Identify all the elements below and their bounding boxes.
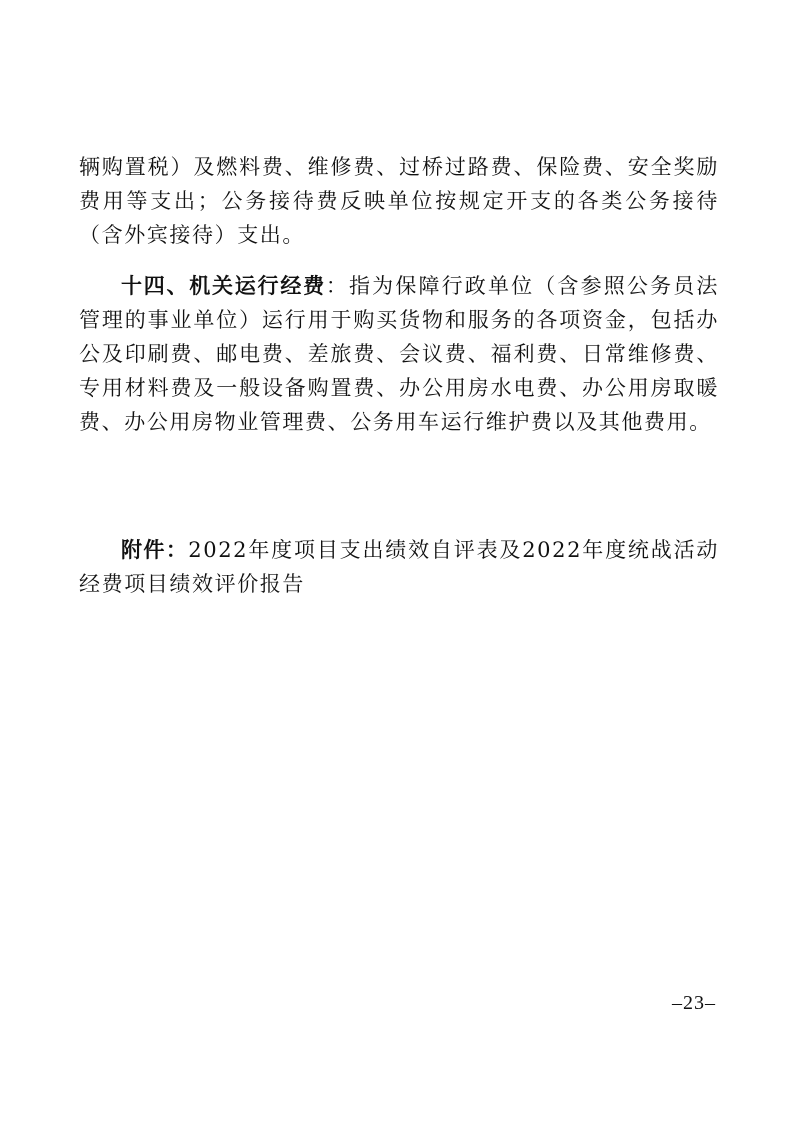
- section-heading: 十四、机关运行经费: [121, 274, 326, 298]
- page-number: –23–: [672, 992, 716, 1014]
- paragraph-text: 辆购置税）及燃料费、维修费、过桥过路费、保险费、安全奖励费用等支出；公务接待费反映单位按规定开支的各类公务接待（含外宾接待）支出。: [79, 155, 719, 247]
- paragraph-vehicle-expenses: [79, 150, 719, 252]
- attachment-label: 附件：: [121, 538, 189, 562]
- attachment-text: 2022年度项目支出绩效自评表及2022年度统战活动经费项目绩效评价报告: [79, 538, 719, 596]
- paragraph-operating-expenses: [79, 269, 719, 439]
- paragraph-text: ：指为保障行政单位（含参照公务员法管理的事业单位）运行用于购买货物和服务的各项资金，包括办公及印刷费、邮电费、差旅费、会议费、福利费、日常维修费、专用材料费及一般设备购置费、办公用房水电费、办公用房取暖费、办公用房物业管理费、公务用车运行维护费以及其他费用。: [79, 274, 719, 434]
- paragraph-attachment: [79, 533, 719, 601]
